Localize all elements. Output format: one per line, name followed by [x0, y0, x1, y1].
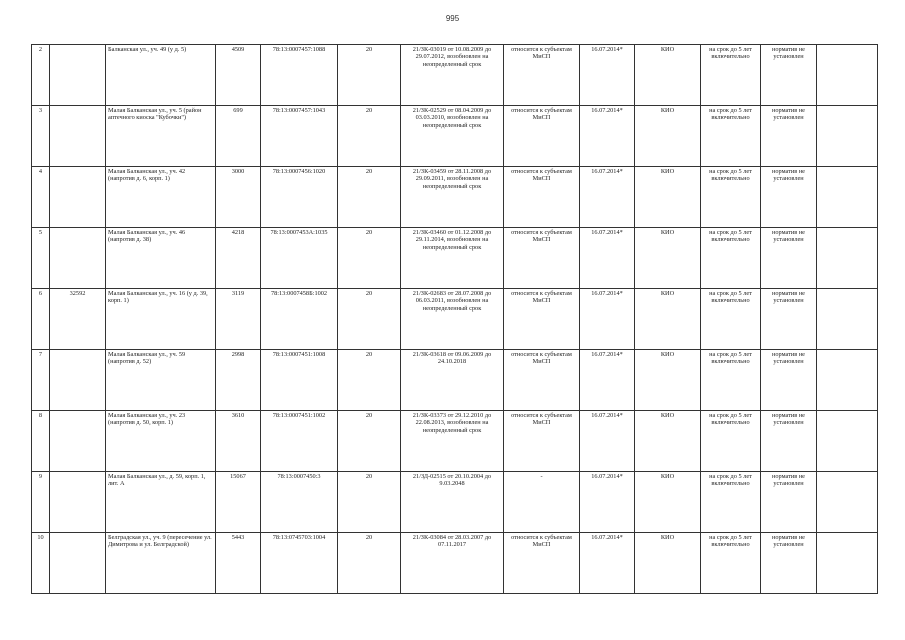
- smb-status-cell: относится к субъектам МиСП: [504, 411, 580, 472]
- extra-cell: [817, 533, 878, 594]
- lease-document-cell: 21/ЗК-03618 от 09.06.2009 до 24.10.2018: [401, 350, 504, 411]
- page-number: 995: [445, 14, 460, 23]
- object-code-cell: [50, 167, 106, 228]
- smb-status-cell: относится к субъектам МиСП: [504, 167, 580, 228]
- cadastral-number-cell: 78:13:0007450:3: [261, 472, 338, 533]
- lease-document-cell: 21/ЗК-03373 от 29.12.2010 до 22.08.2013, возобновлен на неопределенный срок: [401, 411, 504, 472]
- cadastral-number-cell: 78:13:0007458Б:1002: [261, 289, 338, 350]
- area-cell: 3610: [216, 411, 261, 472]
- lease-document-cell: 21/ЗК-03460 от 01.12.2008 до 29.11.2014, возобновлен на неопределенный срок: [401, 228, 504, 289]
- cadastral-number-cell: 78:13:0745703:1004: [261, 533, 338, 594]
- object-code-cell: [50, 350, 106, 411]
- lease-document-cell: 21/ЗК-02683 от 28.07.2008 до 06.03.2011, возобновлен на неопределенный срок: [401, 289, 504, 350]
- area-cell: 699: [216, 106, 261, 167]
- date-cell: 16.07.2014*: [580, 411, 635, 472]
- extra-cell: [817, 167, 878, 228]
- date-cell: 16.07.2014*: [580, 167, 635, 228]
- department-cell: КИО: [635, 533, 701, 594]
- cadastral-number-cell: 78:13:0007451:1002: [261, 411, 338, 472]
- address-cell: Балканская ул., уч. 49 (у д. 5): [106, 45, 216, 106]
- address-cell: Малая Балканская ул., д. 59, корп. 1, лит. А: [106, 472, 216, 533]
- smb-status-cell: относится к субъектам МиСП: [504, 350, 580, 411]
- cadastral-number-cell: 78:13:0007451:1008: [261, 350, 338, 411]
- table-row: [32, 411, 878, 472]
- lease-term-cell: на срок до 5 лет включительно: [701, 228, 761, 289]
- area-cell: 15067: [216, 472, 261, 533]
- term-years-cell: 20: [338, 167, 401, 228]
- lease-term-cell: на срок до 5 лет включительно: [701, 533, 761, 594]
- area-cell: 4509: [216, 45, 261, 106]
- date-cell: 16.07.2014*: [580, 533, 635, 594]
- cadastral-number-cell: 78:13:0007457:1043: [261, 106, 338, 167]
- lease-document-cell: 21/ЗК-03084 от 28.03.2007 до 07.11.2017: [401, 533, 504, 594]
- department-cell: КИО: [635, 167, 701, 228]
- department-cell: КИО: [635, 45, 701, 106]
- smb-status-cell: -: [504, 472, 580, 533]
- term-years-cell: 20: [338, 45, 401, 106]
- row-number-cell: 3: [32, 106, 50, 167]
- lease-term-cell: на срок до 5 лет включительно: [701, 167, 761, 228]
- lease-term-cell: на срок до 5 лет включительно: [701, 472, 761, 533]
- table-row: [32, 106, 878, 167]
- lease-term-cell: на срок до 5 лет включительно: [701, 45, 761, 106]
- term-years-cell: 20: [338, 533, 401, 594]
- address-cell: Малая Балканская ул., уч. 42 (напротив д. 6, корп. 1): [106, 167, 216, 228]
- table-row: [32, 350, 878, 411]
- norm-cell: норматив не установлен: [761, 106, 817, 167]
- smb-status-cell: относится к субъектам МиСП: [504, 228, 580, 289]
- lease-document-cell: 21/ЗД-02515 от 20.10.2004 до 9.03.2048: [401, 472, 504, 533]
- row-number-cell: 7: [32, 350, 50, 411]
- object-code-cell: [50, 45, 106, 106]
- row-number-cell: 5: [32, 228, 50, 289]
- area-cell: 3000: [216, 167, 261, 228]
- address-cell: Малая Балканская ул., уч. 23 (напротив д. 50, корп. 1): [106, 411, 216, 472]
- lease-document-cell: 21/ЗК-03459 от 28.11.2008 до 29.09.2011, возобновлен на неопределенный срок: [401, 167, 504, 228]
- smb-status-cell: относится к субъектам МиСП: [504, 533, 580, 594]
- table-row: [32, 45, 878, 106]
- area-cell: 3119: [216, 289, 261, 350]
- norm-cell: норматив не установлен: [761, 350, 817, 411]
- object-code-cell: [50, 533, 106, 594]
- extra-cell: [817, 228, 878, 289]
- land-plots-table: [31, 44, 878, 594]
- norm-cell: норматив не установлен: [761, 533, 817, 594]
- date-cell: 16.07.2014*: [580, 472, 635, 533]
- table-row: [32, 167, 878, 228]
- lease-term-cell: на срок до 5 лет включительно: [701, 106, 761, 167]
- extra-cell: [817, 472, 878, 533]
- extra-cell: [817, 45, 878, 106]
- row-number-cell: 10: [32, 533, 50, 594]
- term-years-cell: 20: [338, 350, 401, 411]
- extra-cell: [817, 289, 878, 350]
- department-cell: КИО: [635, 289, 701, 350]
- object-code-cell: 32592: [50, 289, 106, 350]
- norm-cell: норматив не установлен: [761, 472, 817, 533]
- lease-document-cell: 21/ЗК-03019 от 10.08.2009 до 29.07.2012, возобновлен на неопределенный срок: [401, 45, 504, 106]
- department-cell: КИО: [635, 472, 701, 533]
- area-cell: 2998: [216, 350, 261, 411]
- smb-status-cell: относится к субъектам МиСП: [504, 289, 580, 350]
- address-cell: Малая Балканская ул., уч. 59 (напротив д. 52): [106, 350, 216, 411]
- row-number-cell: 9: [32, 472, 50, 533]
- lease-term-cell: на срок до 5 лет включительно: [701, 411, 761, 472]
- norm-cell: норматив не установлен: [761, 45, 817, 106]
- row-number-cell: 8: [32, 411, 50, 472]
- term-years-cell: 20: [338, 411, 401, 472]
- table-body: [32, 45, 878, 594]
- object-code-cell: [50, 472, 106, 533]
- norm-cell: норматив не установлен: [761, 289, 817, 350]
- term-years-cell: 20: [338, 228, 401, 289]
- row-number-cell: 6: [32, 289, 50, 350]
- department-cell: КИО: [635, 228, 701, 289]
- object-code-cell: [50, 106, 106, 167]
- term-years-cell: 20: [338, 289, 401, 350]
- area-cell: 5443: [216, 533, 261, 594]
- table-row: [32, 228, 878, 289]
- address-cell: Малая Балканская ул., уч. 5 (район аптечного киоска "Кубочки"): [106, 106, 216, 167]
- norm-cell: норматив не установлен: [761, 228, 817, 289]
- department-cell: КИО: [635, 411, 701, 472]
- term-years-cell: 20: [338, 472, 401, 533]
- address-cell: Малая Балканская ул., уч. 16 (у д. 39, корп. 1): [106, 289, 216, 350]
- smb-status-cell: относится к субъектам МиСП: [504, 45, 580, 106]
- date-cell: 16.07.2014*: [580, 350, 635, 411]
- cadastral-number-cell: 78:13:0007457:1088: [261, 45, 338, 106]
- term-years-cell: 20: [338, 106, 401, 167]
- table-row: [32, 533, 878, 594]
- object-code-cell: [50, 411, 106, 472]
- row-number-cell: 2: [32, 45, 50, 106]
- norm-cell: норматив не установлен: [761, 411, 817, 472]
- date-cell: 16.07.2014*: [580, 228, 635, 289]
- date-cell: 16.07.2014*: [580, 106, 635, 167]
- cadastral-number-cell: 78:13:0007453А:1035: [261, 228, 338, 289]
- extra-cell: [817, 411, 878, 472]
- cadastral-number-cell: 78:13:0007456:1020: [261, 167, 338, 228]
- lease-term-cell: на срок до 5 лет включительно: [701, 289, 761, 350]
- lease-term-cell: на срок до 5 лет включительно: [701, 350, 761, 411]
- table-row: [32, 289, 878, 350]
- object-code-cell: [50, 228, 106, 289]
- department-cell: КИО: [635, 350, 701, 411]
- table-row: [32, 472, 878, 533]
- department-cell: КИО: [635, 106, 701, 167]
- area-cell: 4218: [216, 228, 261, 289]
- row-number-cell: 4: [32, 167, 50, 228]
- address-cell: Белградская ул., уч. 9 (пересечение ул. Димитрова и ул. Белградской): [106, 533, 216, 594]
- extra-cell: [817, 350, 878, 411]
- date-cell: 16.07.2014*: [580, 45, 635, 106]
- lease-document-cell: 21/ЗК-02529 от 08.04.2009 до 03.03.2010, возобновлен на неопределенный срок: [401, 106, 504, 167]
- address-cell: Малая Балканская ул., уч. 46 (напротив д. 38): [106, 228, 216, 289]
- date-cell: 16.07.2014*: [580, 289, 635, 350]
- norm-cell: норматив не установлен: [761, 167, 817, 228]
- smb-status-cell: относится к субъектам МиСП: [504, 106, 580, 167]
- extra-cell: [817, 106, 878, 167]
